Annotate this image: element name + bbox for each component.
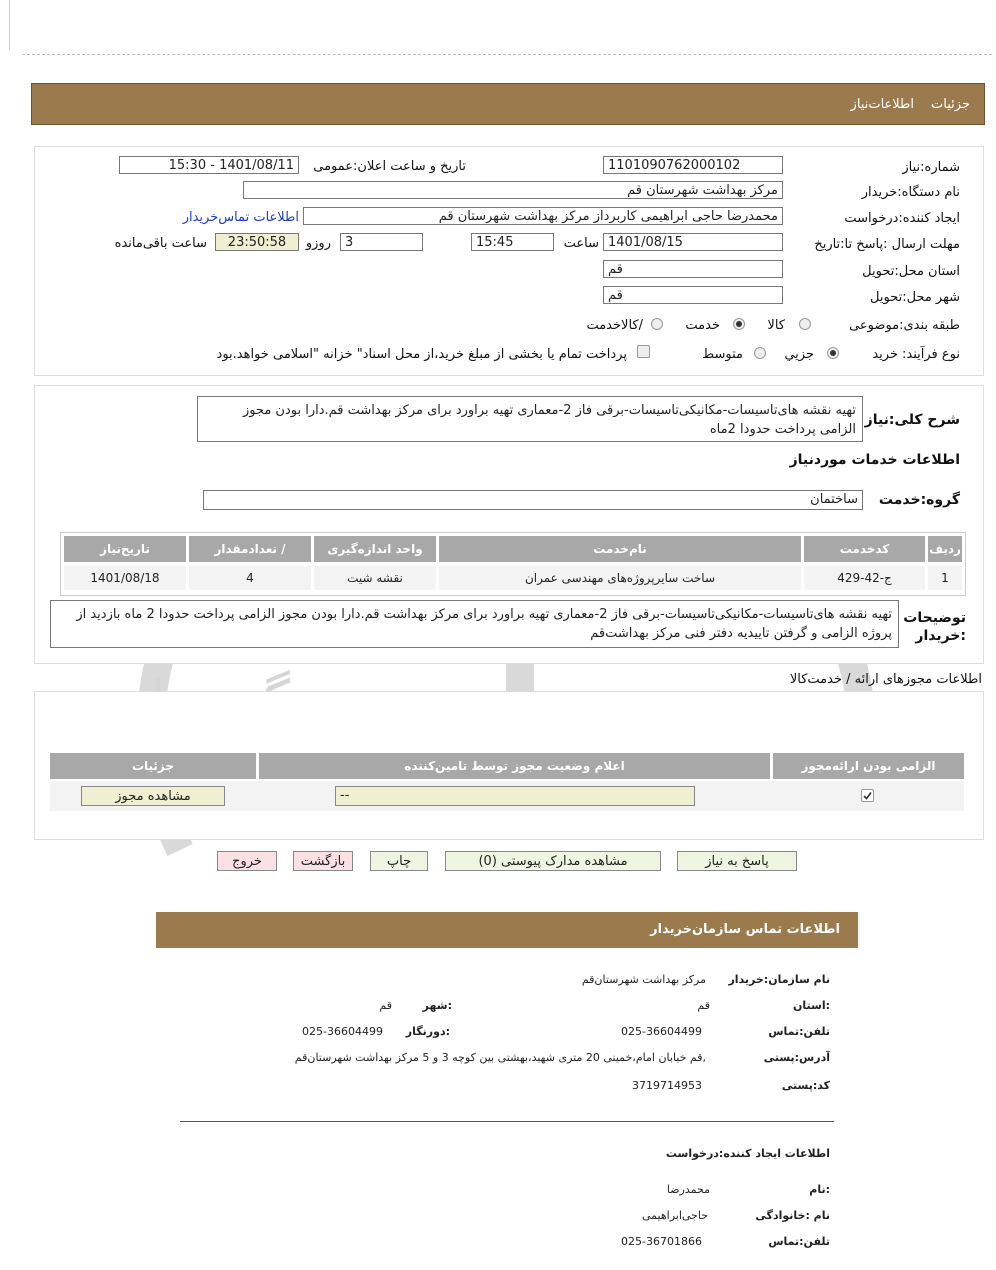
category-service-label: خدمت (685, 318, 720, 333)
table-cell-date: 1401/08/18 (64, 566, 186, 590)
contact-org-value: مرکز بهداشت شهرستان‌قم (581, 973, 706, 986)
contact-org-label: نام سازمان:خریدار (728, 973, 830, 986)
category-goods-service-radio[interactable] (651, 318, 663, 330)
announce-label: تاریخ و ساعت اعلان:عمومی (313, 159, 466, 174)
table-cell-qty: 4 (189, 566, 311, 590)
remaining-time-field: 23:50:58 (215, 233, 299, 251)
table-cell-name: ساخت سایرپروژه‌های مهندسی عمران (439, 566, 801, 590)
days-field: 3 (340, 233, 423, 251)
table-header-row-num: ردیف (928, 536, 962, 562)
table-cell-row-num: 1 (928, 566, 962, 590)
permit-header-status: اعلام وضعیت مجوز توسط تامین‌کننده (259, 753, 770, 779)
divider (22, 54, 992, 55)
province-field: قم (603, 260, 783, 278)
contact-postal-value: 3719714953 (632, 1079, 702, 1092)
creator-family-label: نام :خانوادگی (755, 1209, 830, 1222)
service-group-label: گروه:خدمت (878, 492, 960, 508)
province-label: استان محل:تحویل (862, 264, 960, 279)
remaining-label: ساعت باقی‌مانده (114, 236, 207, 251)
creator-family-value: حاجی‌ابراهیمی (641, 1209, 708, 1222)
summary-text: تهیه نقشه های‌تاسیسات-مکانیکی‌تاسیسات-برقی فاز 2-معماری تهیه براورد برای مرکز بهداشت قم.دارا بودن مجوز الزامی پرداخت حدودا 2ماه (197, 396, 863, 442)
deadline-time-field: 15:45 (471, 233, 554, 251)
service-group-field: ساختمان (203, 490, 863, 510)
city-field: قم (603, 286, 783, 304)
permits-title: اطلاعات مجوزهای ارائه / خدمت‌کالا (789, 672, 982, 687)
tab-details[interactable]: جزئیات (931, 97, 970, 112)
contact-phone-label: تلفن:تماس (768, 1025, 830, 1038)
contact-postal-label: کد:پستی (781, 1079, 830, 1092)
table-cell-unit: نقشه شیت (314, 566, 436, 590)
contact-phone-value: 025-36604499 (621, 1025, 702, 1038)
process-medium-label: متوسط (702, 347, 743, 362)
view-permit-button[interactable]: مشاهده مجوز (81, 786, 225, 806)
contact-divider (180, 1121, 834, 1122)
process-partial-label: جزیي (784, 347, 814, 362)
back-button[interactable]: بازگشت (293, 851, 353, 871)
contact-city-value: قم (379, 999, 392, 1012)
process-label: نوع فرآیند: (902, 347, 960, 362)
deadline-date-field: 1401/08/15 (603, 233, 783, 251)
treasury-payment-note: پرداخت تمام یا بخشی از مبلغ خرید،از محل اسناد" خزانه "اسلامی خواهد.بود (216, 347, 627, 362)
creator-phone-label: تلفن:تماس (768, 1235, 830, 1248)
creator-title: اطلاعات ایجاد کننده:درخواست (665, 1147, 830, 1160)
print-button[interactable]: چاپ (370, 851, 428, 871)
table-header-qty: / تعداد‌مقدار (189, 536, 311, 562)
permit-header-details: جزئیات (50, 753, 256, 779)
exit-button[interactable]: خروج (217, 851, 277, 871)
need-number-label: شماره:نیاز (902, 160, 960, 175)
table-header-unit: واحد اندازه‌گیری (314, 536, 436, 562)
deadline-time-label: ساعت (563, 236, 599, 251)
contact-province-value: قم (697, 999, 710, 1012)
category-goods-label: کالا (767, 318, 785, 333)
header-bar (31, 83, 985, 125)
contact-fax-value: 025-36604499 (302, 1025, 383, 1038)
table-cell-code: ج-42-429 (804, 566, 925, 590)
need-number-field: 1101090762000102 (603, 156, 783, 174)
permit-status-field: -- (335, 786, 695, 806)
process-medium-radio[interactable] (754, 347, 766, 359)
category-service-radio[interactable] (733, 318, 745, 330)
contact-fax-label: :دورنگار (405, 1025, 450, 1038)
buyer-org-field: مرکز بهداشت شهرستان قم (243, 181, 783, 199)
requester-label: ایجاد کننده:درخواست (844, 211, 960, 226)
announce-field: 1401/08/11 - 15:30 (119, 156, 299, 174)
buyer-notes-text: تهیه نقشه های‌تاسیسات-مکانیکی‌تاسیسات-برقی فاز 2-معماری تهیه براورد برای مرکز بهداشت قم.دارا بودن مجوز الزامی پرداخت حدودا 2 ماه بازدید از پروژه الزامی و گرفتن تاییدیه دفتر فنی مرکز بهداشت‌قم (50, 600, 899, 648)
view-attachments-button[interactable]: مشاهده مدارک پیوستی (0) (445, 851, 661, 871)
city-label: شهر محل:تحویل (870, 290, 960, 305)
contact-address-value: ,قم خیابان امام،خمینی 20 متری شهید،بهشتی بین کوچه 3 و 5 مرکز بهداشت شهرستان‌قم (294, 1051, 706, 1064)
buyer-notes-label: توضیحات :خریدار (903, 610, 966, 644)
table-header-date: تاریخ‌نیاز (64, 536, 186, 562)
category-goods-service-label: /کالاخدمت (586, 318, 643, 333)
creator-phone-value: 025-36701866 (621, 1235, 702, 1248)
requester-field: محمدرضا حاجی ابراهیمی کاربرداز مرکز بهداشت شهرستان قم (303, 207, 783, 225)
contact-section-header (156, 912, 858, 948)
process-partial-radio[interactable] (827, 347, 839, 359)
table-header-code: کدخدمت (804, 536, 925, 562)
buyer-org-label: نام دستگاه:خریدار (861, 185, 960, 200)
days-label: روزو (305, 236, 331, 251)
contact-address-label: آدرس:پستی (763, 1051, 830, 1064)
treasury-payment-checkbox[interactable] (637, 345, 650, 358)
tab-need-info[interactable]: اطلاعات‌نیاز (850, 97, 914, 112)
permit-required-checkbox[interactable] (861, 789, 874, 802)
contact-province-label: :استان (793, 999, 830, 1012)
services-title: اطلاعات خدمات موردنیاز (789, 452, 960, 468)
summary-label: شرح کلی:نیاز (864, 412, 960, 428)
category-label: طبقه بندی:موضوعی (849, 318, 960, 333)
table-header-name: نام‌خدمت (439, 536, 801, 562)
contact-city-label: :شهر (422, 999, 452, 1012)
permit-header-required: الزامی بودن ارائه‌مجوز (773, 753, 964, 779)
contact-title: اطلاعات تماس سازمان‌خریدار (650, 922, 840, 937)
frame-edge (9, 0, 10, 50)
deadline-label: مهلت ارسال :پاسخ تا:تاریخ (814, 237, 960, 252)
reply-button[interactable]: پاسخ به نیاز (677, 851, 797, 871)
creator-name-label: :نام (809, 1183, 830, 1196)
category-goods-radio[interactable] (799, 318, 811, 330)
process-buy-label: خرید (872, 347, 898, 362)
creator-name-value: محمدرضا (666, 1183, 710, 1196)
buyer-contact-link[interactable]: اطلاعات تماس‌خریدار (182, 210, 299, 225)
